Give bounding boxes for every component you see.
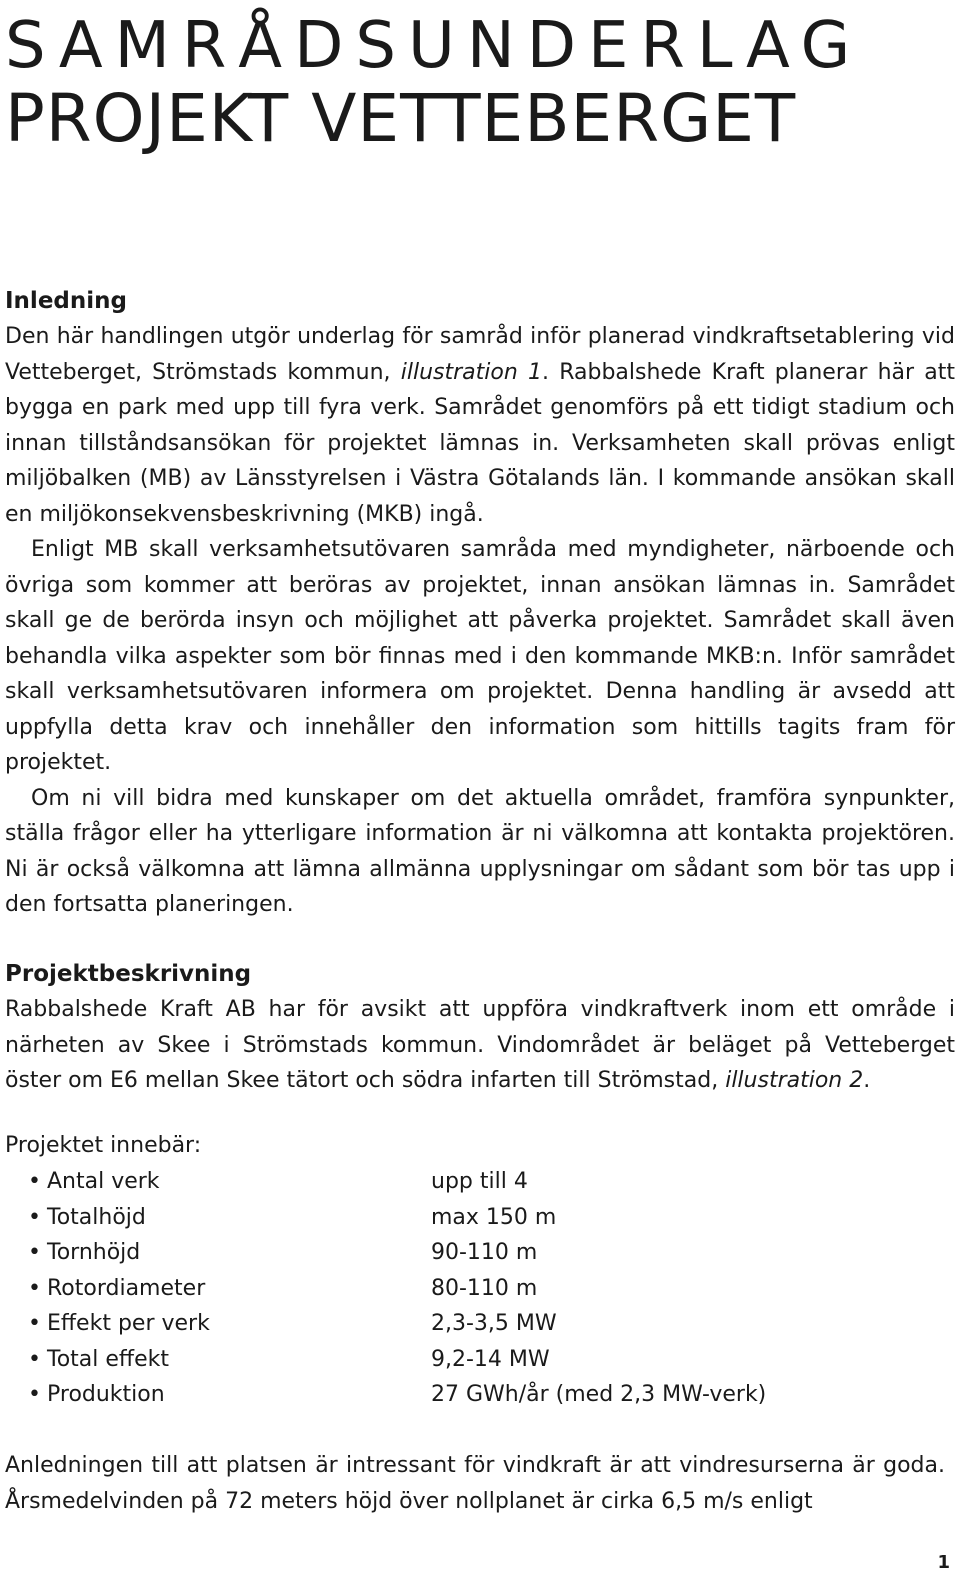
illustration-1-reference: illustration 1 [400,359,542,385]
page-number: 1 [937,1552,950,1573]
spec-label: Effekt per verk [47,1311,210,1336]
intro-p1-text-b: . Rabbalshede Kraft planerar här att bygga en park med upp till fyra verk. Samrådet genomförs på ett tidigt stadium och innan tillståndsansökan för projektet lämnas in. Verksamheten skall prövas enligt miljöbalken (MB) av Länsstyrelsen i Västra Götalands län. I kommande ansökan skall en miljökonsekvensbeskrivning (MKB) ingå. [5,359,955,527]
bullet-icon: • [28,1240,41,1265]
bullet-icon: • [28,1169,41,1194]
intro-section [5,283,955,923]
spec-item [22,1235,922,1271]
spec-item [22,1164,922,1200]
spec-item [22,1306,922,1342]
specs-list [22,1164,922,1413]
spec-item [22,1342,922,1378]
intro-paragraph-1 [5,319,955,532]
closing-paragraph: Anledningen till att platsen är intressant för vindkraft är att vindresurserna är goda. Årsmedelvinden på 72 meters höjd över nollplanet är cirka 6,5 m/s enligt [5,1453,945,1514]
spec-label: Total effekt [47,1346,169,1372]
bullet-icon: • [28,1346,41,1372]
spec-label: Totalhöjd [47,1204,146,1230]
spec-label: Produktion [47,1382,165,1407]
specs-intro: Projektet innebär: [5,1133,202,1158]
spec-label: Antal verk [47,1169,160,1194]
bullet-icon: • [28,1382,41,1407]
intro-heading: Inledning [5,288,127,314]
document-title-line-1: SAMRÅDSUNDERLAG [5,9,863,83]
project-p1-text-b: . [863,1068,871,1093]
project-paragraph-1 [5,992,955,1099]
project-heading: Projektbeskrivning [5,961,252,987]
bullet-icon: • [28,1275,41,1301]
spec-value: 80-110 m [431,1275,538,1301]
intro-paragraph-3: Om ni vill bidra med kunskaper om det aktuella området, framföra synpunkter, ställa frågor eller ha ytterligare information är ni välkomna att kontakta projektören. Ni är också välkomna att lämna allmänna upplysningar om sådant som bör tas upp i den fortsatta planeringen. [5,785,955,917]
spec-value: 90-110 m [431,1240,538,1265]
intro-paragraph-2: Enligt MB skall verksamhetsutövaren samråda med myndigheter, närboende och övriga som kommer att beröras av projektet, innan ansökan lämnas in. Samrådet skall ge de berörda insyn och möjlighet att påverka projektet. Samrådet skall även behandla vilka aspekter som bör finnas med i den kommande MKB:n. Inför samrådet skall verksamhetsutövaren informera om projektet. Denna handling är avsedd att uppfylla detta krav och innehåller den information som hittills tagits fram för projektet. [5,537,955,775]
project-section [5,956,955,1099]
spec-value: max 150 m [431,1204,557,1230]
spec-value: upp till 4 [431,1169,528,1194]
intro-p1-text-a: Den här handlingen utgör underlag för samråd inför planerad vindkraftsetablering vid Vetteberget, Strömstads kommun, [5,324,955,385]
spec-item [22,1200,922,1236]
bullet-icon: • [28,1311,41,1336]
spec-value: 9,2-14 MW [431,1346,550,1372]
spec-label: Rotordiameter [47,1275,206,1301]
document-title-line-2: PROJEKT VETTEBERGET [5,80,797,157]
spec-value: 2,3-3,5 MW [431,1311,557,1336]
illustration-2-reference: illustration 2 [725,1068,864,1093]
project-p1-text-a: Rabbalshede Kraft AB har för avsikt att uppföra vindkraftverk inom ett område i närheten av Skee i Strömstads kommun. Vindområdet är beläget på Vetteberget öster om E6 mellan Skee tätort och södra infarten till Strömstad, [5,997,955,1093]
spec-label: Tornhöjd [47,1240,141,1265]
spec-item [22,1271,922,1307]
spec-item [22,1377,922,1413]
bullet-icon: • [28,1204,41,1230]
spec-value: 27 GWh/år (med 2,3 MW-verk) [431,1382,767,1407]
